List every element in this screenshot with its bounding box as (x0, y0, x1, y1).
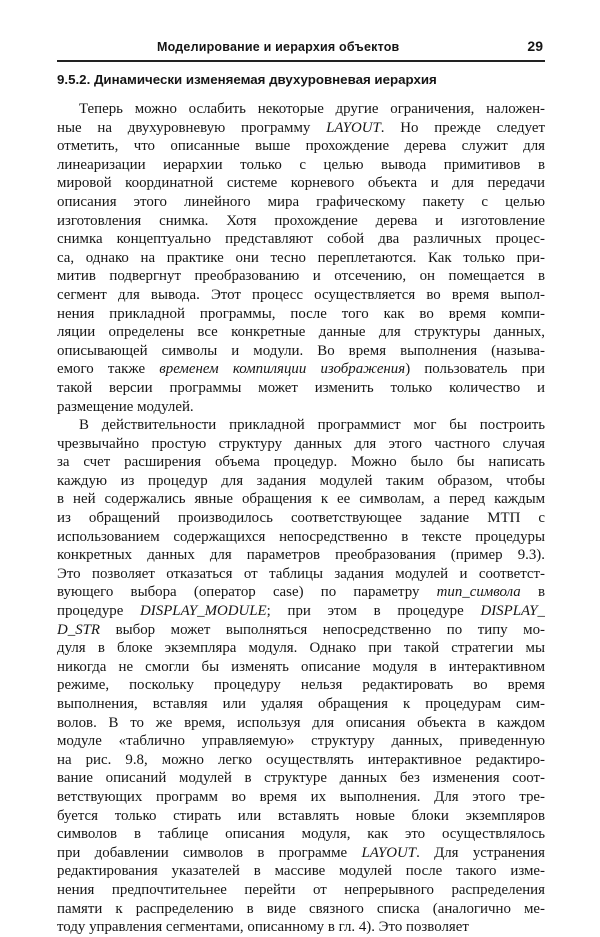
text-line: никогда не смогли бы изменять описание модуля в интерактивном (57, 658, 545, 675)
text-line: Это позволяет отказаться от таблицы задания модулей и соответст- (57, 565, 545, 582)
running-header (57, 38, 545, 62)
text-line: дуля в блоке экземпляра модуля. Однако при такой стратегии мы (57, 640, 545, 657)
text-line: описывающей символы и модули. Во время выполнения (называ- (57, 342, 545, 359)
paragraph-2 (57, 416, 545, 937)
text-line: ветствующих программ во время их выполнения. Для этого тре- (57, 788, 545, 805)
text-line: символов в таблице описания модуля, как это осуществлялось (57, 826, 545, 843)
text-line: мировой координатной системе корневого объекта и для передачи (57, 175, 545, 192)
text-line: использованием содержащихся непосредственно в тексте процедуры (57, 528, 545, 545)
text-line: за счет расширения объема процедур. Можно было бы написать (57, 454, 545, 471)
page-number: 29 (527, 38, 543, 54)
text-line: тоду управления сегментами, описанному в гл. 4). Это позволяет (57, 919, 469, 936)
text-line: каждую из процедур для задания модулей таким образом, чтобы (57, 472, 545, 489)
text-line: памяти к распределению в виде связного списка (аналогично ме- (57, 900, 545, 917)
text-line: такой версии программы может изменить только количество и (57, 379, 545, 396)
text-line: конкретных данных для параметров преобразования (пример 9.3). (57, 547, 545, 564)
text-line: модуле «таблично управляемую» структуру данных, приведенную (57, 733, 545, 750)
text-line: при добавлении символов в программе LAYOUT. Для устранения (57, 844, 545, 861)
text-line: размещение модулей. (57, 398, 194, 415)
text-line: В действительности прикладной программист мог бы построить (79, 417, 545, 434)
text-line: на рис. 9.8, можно легко осуществлять интерактивное редактиро- (57, 751, 545, 768)
text-line: ные на двухуровневую программу LAYOUT. Но прежде следует (57, 119, 545, 136)
text-line: буется только стирать или вставлять новые блоки экземпляров (57, 807, 545, 824)
text-line: чрезвычайно простую структуру данных для этого частного случая (57, 435, 545, 452)
text-line: процедуре DISPLAY_MODULE; при этом в процедуре DISPLAY_ (57, 603, 545, 620)
text-line: снимка концептуально представляют собой два различных процес- (57, 231, 545, 248)
text-line: отметить, что описанные выше прохождение дерева служит для (57, 138, 545, 155)
text-line: нения прикладной программы, после того как во время компи- (57, 305, 545, 322)
text-line: описания этого линейного мира графическому пакету с целью (57, 193, 545, 210)
text-line: вующего выбора (оператор case) по параметру тип_символа в (57, 584, 545, 601)
text-line: из обращений производилось соответствующее задание МТП с (57, 510, 545, 527)
text-line: сегмент для вывода. Этот процесс осуществляется во время выпол- (57, 286, 545, 303)
section-heading: 9.5.2. Динамически изменяемая двухуровневая иерархия (57, 72, 437, 87)
running-title: Моделирование и иерархия объектов (157, 40, 400, 54)
body-text (57, 100, 545, 937)
text-line: нения предпочтительнее перейти от непрерывного распределения (57, 881, 545, 898)
text-line: са, однако на практике они тесно переплетаются. Как только при- (57, 249, 545, 266)
text-line: линеаризации иерархии только с целью вывода примитивов в (57, 156, 545, 173)
text-line: D_STR выбор может выполняться непосредственно по типу мо- (57, 621, 545, 638)
text-line: вание описаний модулей в структуре данных без изменения соот- (57, 770, 545, 787)
text-line: в ней содержались явные обращения к ее символам, а перед каждым (57, 491, 545, 508)
text-line: Теперь можно ослабить некоторые другие ограничения, наложен- (79, 101, 545, 117)
text-line: емого также временем компиляции изображения) пользователь при (57, 361, 545, 378)
text-line: выполнения, вставляя или удаляя обращения к процедурам сим- (57, 696, 545, 712)
text-line: волов. В то же время, используя для описания объекта в каждом (57, 714, 545, 731)
text-line: режиме, поскольку процедуру нельзя редактировать во время (57, 677, 545, 694)
text-line: изготовления снимка. Хотя прохождение дерева и изготовление (57, 212, 545, 229)
text-line: ляции определены все конкретные данные для структуры данных, (57, 324, 545, 341)
text-line: редактирования указателей в массиве модулей после такого изме- (57, 863, 545, 880)
text-line: митив подвергнут преобразованию и отсечению, он помещается в (57, 268, 545, 285)
paragraph-1 (57, 100, 545, 416)
